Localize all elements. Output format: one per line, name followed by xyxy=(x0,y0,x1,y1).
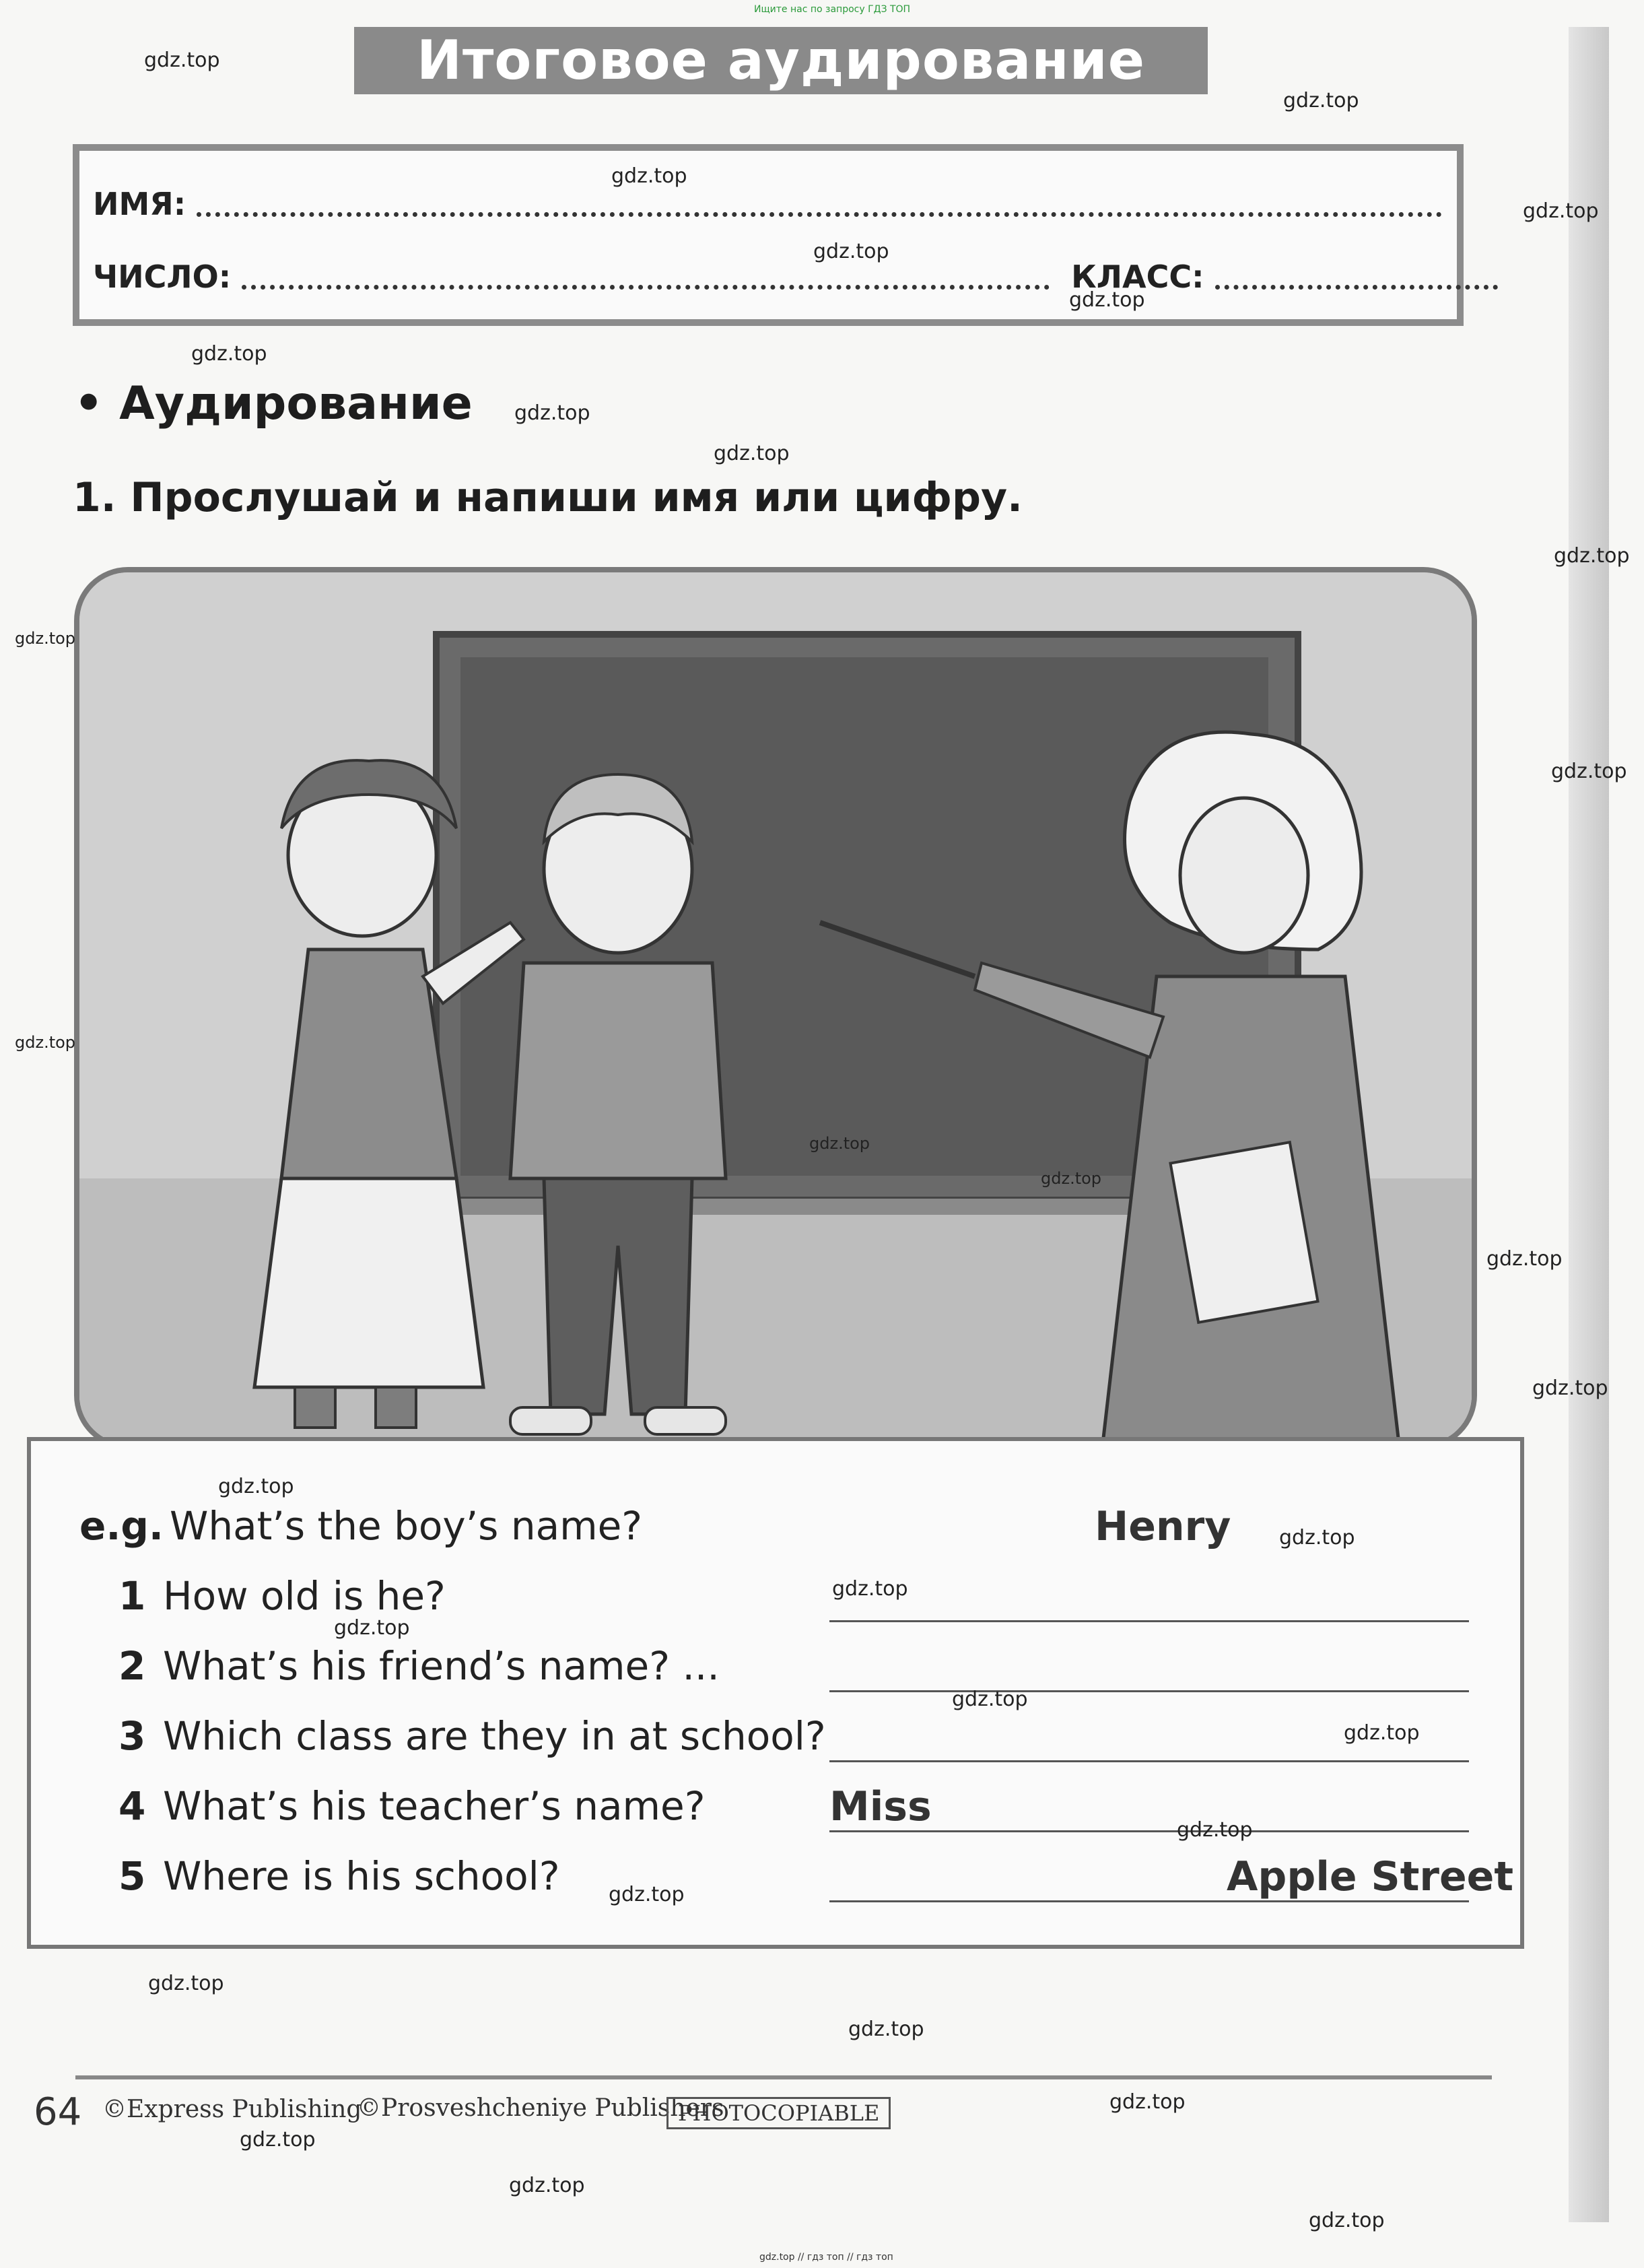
question-1: 1 How old is he? xyxy=(118,1573,446,1619)
student-info-box xyxy=(73,144,1464,326)
watermark: gdz.top xyxy=(611,164,687,188)
date-class-row xyxy=(93,259,1498,295)
watermark: gdz.top xyxy=(15,629,76,648)
watermark: gdz.top xyxy=(609,1883,685,1906)
watermark: gdz.top xyxy=(809,1134,870,1153)
answer-line-4[interactable] xyxy=(829,1830,1469,1832)
photocopiable-badge: PHOTOCOPIABLE xyxy=(666,2097,891,2129)
bottom-note: gdz.top // гдз топ // гдз топ xyxy=(759,2252,893,2263)
watermark: gdz.top xyxy=(514,401,590,425)
answer-5: Apple Street xyxy=(1227,1853,1514,1900)
watermark: gdz.top xyxy=(832,1577,908,1601)
section-heading xyxy=(74,377,473,430)
classroom-scene xyxy=(79,572,1472,1444)
page-number: 64 xyxy=(34,2090,82,2134)
watermark: gdz.top xyxy=(148,1972,224,1995)
class-label: КЛАСС: xyxy=(1071,259,1204,295)
watermark: gdz.top xyxy=(1109,2090,1186,2114)
answer-line-5[interactable] xyxy=(829,1900,1469,1902)
classroom-illustration xyxy=(74,567,1477,1449)
footer-divider xyxy=(75,2075,1492,2079)
watermark: gdz.top xyxy=(1554,544,1630,568)
watermark: gdz.top xyxy=(334,1616,410,1640)
watermark: gdz.top xyxy=(1279,1526,1355,1549)
name-field[interactable] xyxy=(197,196,1442,217)
watermark: gdz.top xyxy=(952,1688,1028,1711)
answer-line-1[interactable] xyxy=(829,1620,1469,1622)
date-label: ЧИСЛО: xyxy=(93,259,232,295)
question-5: 5 Where is his school? xyxy=(118,1853,560,1899)
answer-line-2[interactable] xyxy=(829,1690,1469,1692)
watermark: gdz.top xyxy=(848,2017,924,2041)
questions-box xyxy=(27,1437,1524,1949)
publisher-prosveshcheniye: ©Prosveshcheniye Publishers xyxy=(357,2094,724,2122)
top-note: Ищите нас по запросу ГДЗ ТОП xyxy=(754,4,911,15)
watermark: gdz.top xyxy=(15,1033,76,1052)
question-4: 4 What’s his teacher’s name? xyxy=(118,1783,706,1829)
watermark: gdz.top xyxy=(1177,1818,1253,1842)
watermark: gdz.top xyxy=(1283,89,1359,112)
page-edge-shadow xyxy=(1569,27,1609,2222)
books xyxy=(1171,1142,1318,1323)
watermark: gdz.top xyxy=(240,2128,316,2152)
watermark: gdz.top xyxy=(218,1475,294,1498)
page-title: Итоговое аудирование xyxy=(354,27,1208,94)
answer-line-3[interactable] xyxy=(829,1760,1469,1762)
watermark: gdz.top xyxy=(1344,1721,1420,1745)
watermark: gdz.top xyxy=(1532,1376,1608,1400)
watermark: gdz.top xyxy=(1551,760,1627,783)
question-2: 2 What’s his friend’s name? ... xyxy=(118,1643,720,1689)
answer-4: Miss xyxy=(829,1783,932,1830)
watermark: gdz.top xyxy=(813,240,889,263)
watermark: gdz.top xyxy=(191,342,267,366)
name-label: ИМЯ: xyxy=(93,186,186,222)
watermark: gdz.top xyxy=(509,2174,585,2197)
class-field[interactable] xyxy=(1215,269,1498,290)
bullet: • xyxy=(74,377,104,430)
task-instruction: 1. Прослушай и напиши имя или цифру. xyxy=(73,474,1023,521)
question-3: 3 Which class are they in at school? xyxy=(118,1713,826,1759)
section-heading-text: Аудирование xyxy=(119,377,473,430)
watermark: gdz.top xyxy=(714,442,790,465)
date-field[interactable] xyxy=(242,269,1050,290)
question-example: e.g. What’s the boy’s name? xyxy=(79,1503,643,1549)
watermark: gdz.top xyxy=(1041,1169,1102,1188)
watermark: gdz.top xyxy=(1523,199,1599,223)
watermark: gdz.top xyxy=(144,48,220,72)
answer-example: Henry xyxy=(1095,1503,1231,1550)
name-row xyxy=(93,186,1442,222)
watermark: gdz.top xyxy=(1069,288,1145,312)
watermark: gdz.top xyxy=(1309,2209,1385,2232)
watermark: gdz.top xyxy=(1486,1247,1563,1271)
publisher-express: ©Express Publishing xyxy=(102,2096,362,2123)
